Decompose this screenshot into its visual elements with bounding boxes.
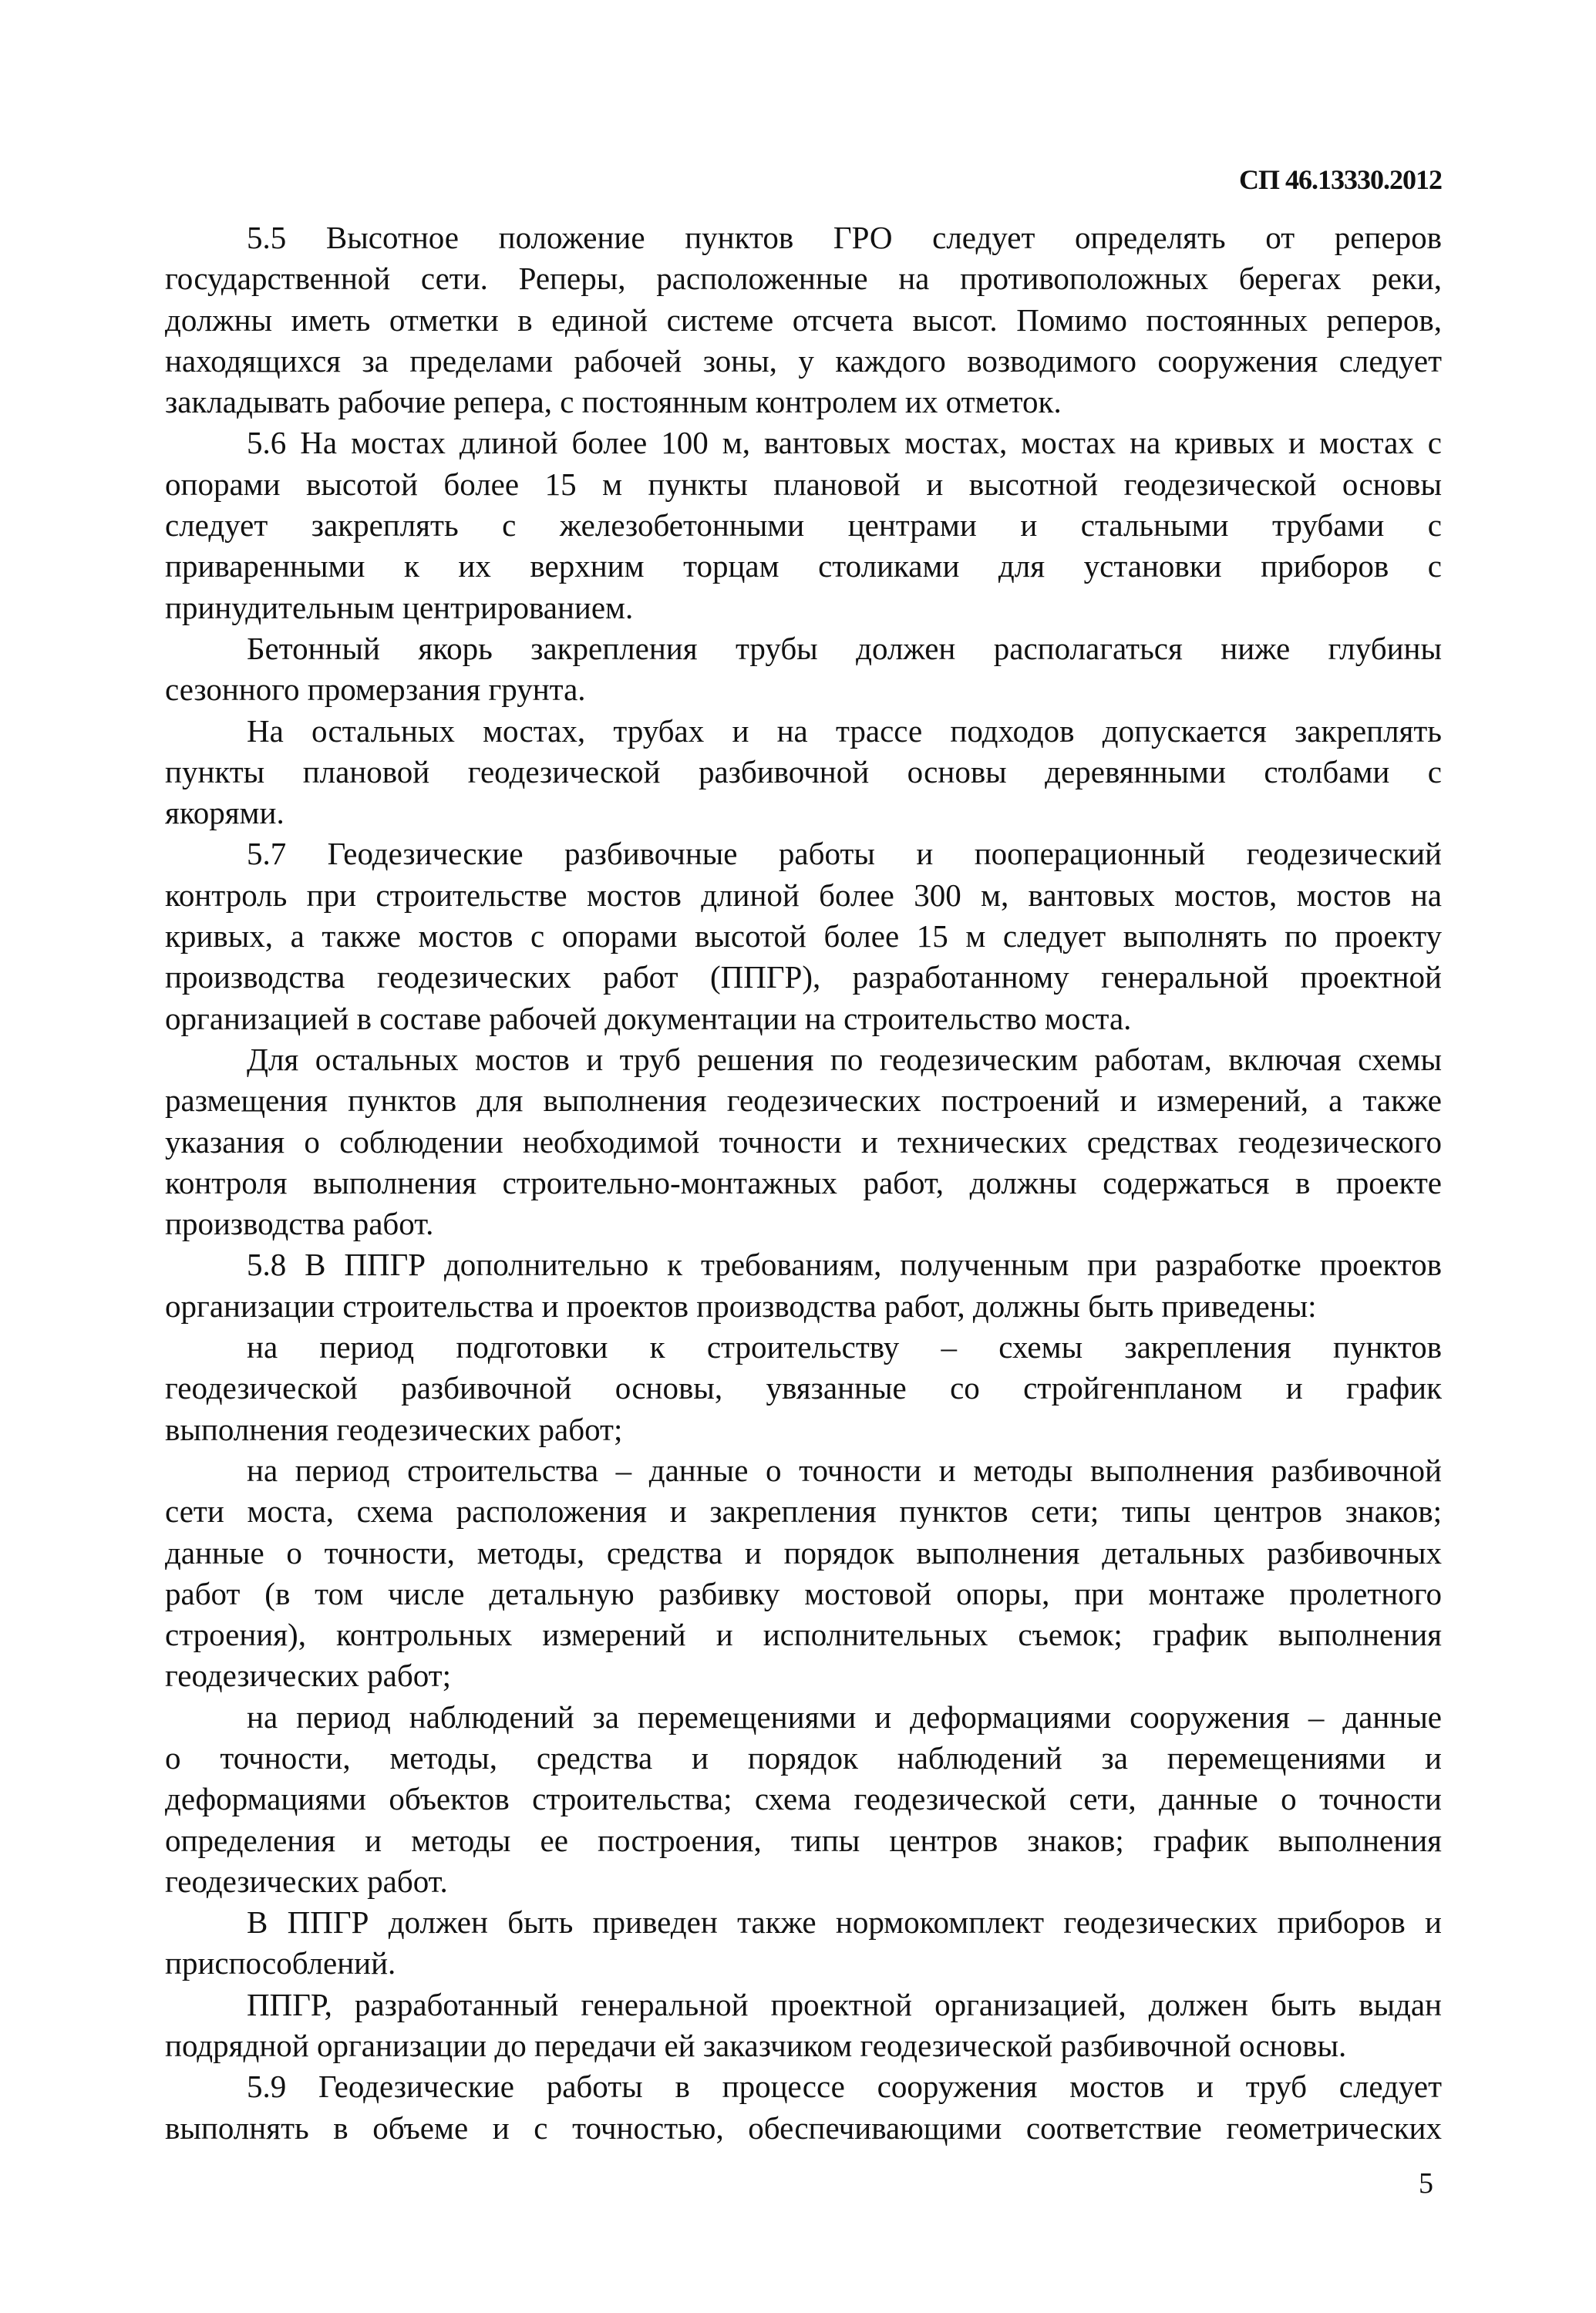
text-line: опорами высотой более 15 м пункты плановой и высотной геодезической основы: [165, 466, 1442, 502]
text-line: 5.8 В ППГР дополнительно к требованиям, полученным при разработке проектов: [247, 1247, 1442, 1283]
document-body: [165, 217, 1442, 2149]
text-line: закладывать рабочие репера, с постоянным контролем их отметок.: [165, 384, 1062, 420]
paragraph: [165, 423, 1442, 628]
text-line: деформациями объектов строительства; схема геодезической сети, данные о точности: [165, 1781, 1442, 1817]
text-line: работ (в том числе детальную разбивку мостовой опоры, при монтаже пролетного: [165, 1575, 1442, 1611]
text-line: ППГР, разработанный генеральной проектной организацией, должен быть выдан: [247, 1986, 1442, 2022]
paragraph: [165, 1985, 1442, 2067]
text-line: пункты плановой геодезической разбивочной основы деревянными столбами с: [165, 753, 1442, 790]
text-line: выполнять в объеме и с точностью, обеспечивающими соответствие геометрических: [165, 2109, 1442, 2146]
text-line: 5.5 Высотное положение пунктов ГРО следует определять от реперов: [247, 220, 1442, 255]
paragraph: [165, 1450, 1442, 1697]
text-line: должны иметь отметки в единой системе отсчета высот. Помимо постоянных реперов,: [165, 301, 1442, 338]
paragraph: [165, 833, 1442, 1039]
text-line: геодезической разбивочной основы, увязанные со стройгенпланом и график: [165, 1370, 1442, 1406]
text-line: геодезических работ.: [165, 1863, 448, 1899]
text-line: 5.7 Геодезические разбивочные работы и пооперационный геодезический: [247, 836, 1442, 872]
paragraph: [165, 217, 1442, 423]
text-line: организации строительства и проектов производства работ, должны быть приведены:: [165, 1288, 1317, 1324]
text-line: выполнения геодезических работ;: [165, 1411, 623, 1447]
text-line: на период наблюдений за перемещениями и деформациями сооружения – данные: [247, 1699, 1442, 1735]
text-line: производства геодезических работ (ППГР), разработанному генеральной проектной: [165, 959, 1442, 995]
text-line: определения и методы ее построения, типы центров знаков; график выполнения: [165, 1822, 1442, 1858]
paragraph: [165, 1902, 1442, 1985]
text-line: В ППГР должен быть приведен также нормокомплект геодезических приборов и: [247, 1904, 1442, 1941]
text-line: на период строительства – данные о точности и методы выполнения разбивочной: [247, 1452, 1442, 1488]
text-line: На остальных мостах, трубах и на трассе подходов допускается закреплять: [247, 712, 1442, 749]
text-line: находящихся за пределами рабочей зоны, у каждого возводимого сооружения следует: [165, 342, 1442, 379]
page-number: 5: [1419, 2167, 1433, 2200]
text-line: Бетонный якорь закрепления трубы должен располагаться ниже глубины: [247, 630, 1442, 666]
text-line: контроль при строительстве мостов длиной более 300 м, вантовых мостов, мостов на: [165, 877, 1442, 913]
text-line: данные о точности, методы, средства и порядок выполнения детальных разбивочных: [165, 1534, 1442, 1571]
text-line: приваренными к их верхним торцам столиками для установки приборов с: [165, 548, 1442, 584]
text-line: приспособлений.: [165, 1945, 396, 1981]
text-line: принудительным центрированием.: [165, 589, 634, 625]
paragraph: [165, 2066, 1442, 2149]
text-line: 5.6 На мостах длиной более 100 м, вантовых мостах, мостах на кривых и мостах с: [247, 425, 1442, 461]
paragraph: [165, 1327, 1442, 1450]
text-line: якорями.: [165, 795, 285, 831]
text-line: сети моста, схема расположения и закрепления пунктов сети; типы центров знаков;: [165, 1493, 1442, 1530]
text-line: контроля выполнения строительно-монтажных работ, должны содержаться в проекте: [165, 1164, 1442, 1200]
text-line: геодезических работ;: [165, 1658, 451, 1694]
text-line: на период подготовки к строительству – схемы закрепления пунктов: [247, 1329, 1442, 1365]
text-line: 5.9 Геодезические работы в процессе сооружения мостов и труб следует: [247, 2069, 1442, 2105]
text-line: о точности, методы, средства и порядок наблюдений за перемещениями и: [165, 1739, 1442, 1776]
text-line: строения), контрольных измерений и исполнительных съемок; график выполнения: [165, 1617, 1442, 1653]
text-line: производства работ.: [165, 1206, 434, 1242]
text-line: сезонного промерзания грунта.: [165, 672, 586, 708]
text-line: кривых, а также мостов с опорами высотой более 15 м следует выполнять по проекту: [165, 918, 1442, 954]
text-line: организацией в составе рабочей документации на строительство моста.: [165, 1000, 1132, 1036]
text-line: следует закреплять с железобетонными центрами и стальными трубами с: [165, 507, 1442, 544]
document-code-header: СП 46.13330.2012: [1239, 164, 1442, 195]
text-line: Для остальных мостов и труб решения по геодезическим работам, включая схемы: [247, 1041, 1442, 1077]
text-line: подрядной организации до передачи ей заказчиком геодезической разбивочной основы.: [165, 2028, 1347, 2064]
paragraph: [165, 1244, 1442, 1327]
text-line: государственной сети. Реперы, расположенные на противоположных берегах реки,: [165, 261, 1442, 297]
paragraph: [165, 1697, 1442, 1902]
paragraph: [165, 1039, 1442, 1244]
text-line: размещения пунктов для выполнения геодезических построений и измерений, а также: [165, 1082, 1442, 1119]
paragraph: [165, 711, 1442, 834]
paragraph: [165, 628, 1442, 711]
text-line: указания о соблюдении необходимой точности и технических средствах геодезического: [165, 1123, 1442, 1160]
